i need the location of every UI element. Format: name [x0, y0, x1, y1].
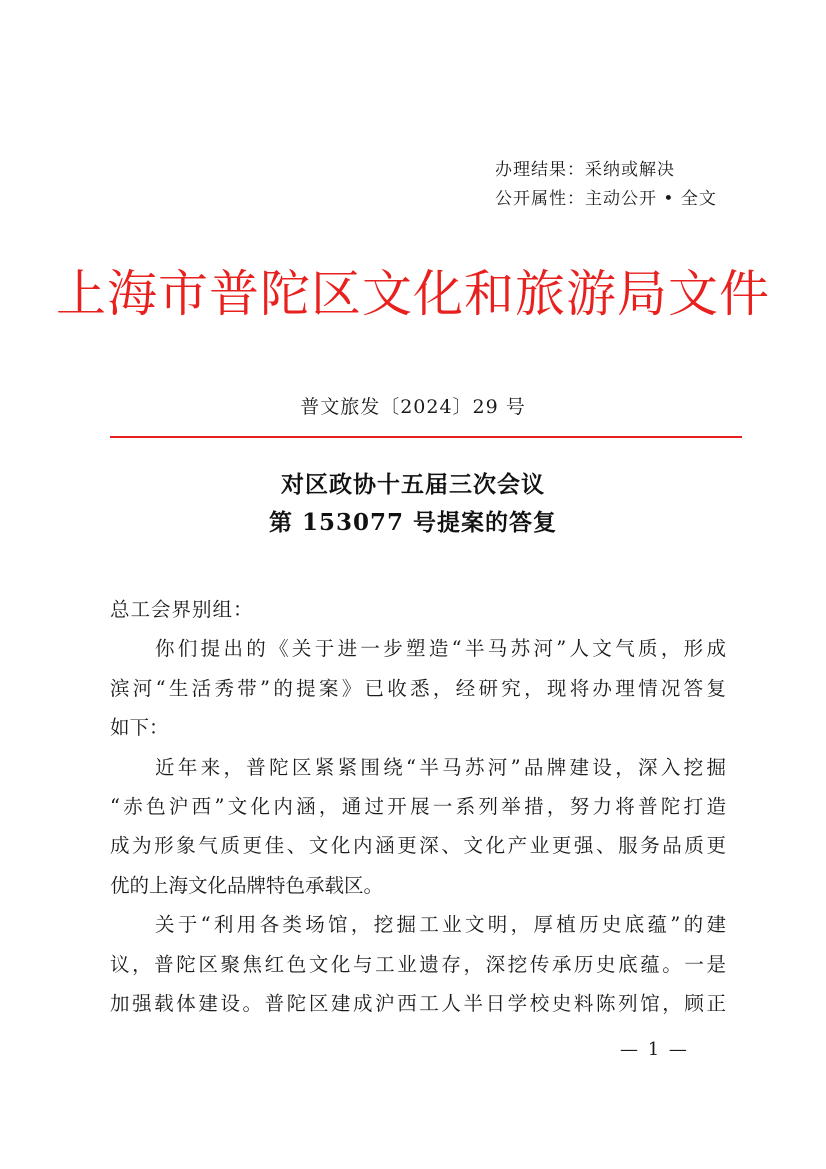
paragraph-line: 优的上海文化品牌特色承载区。 [110, 873, 384, 897]
paragraph-3 [110, 905, 726, 1023]
document-meta [495, 156, 775, 214]
handling-result: 办理结果：采纳或解决 [495, 160, 675, 180]
issuing-organization-title: 上海市普陀区文化和旅游局文件 [56, 265, 770, 323]
paragraph-2 [110, 748, 726, 906]
paragraph-line: 近年来，普陀区紧紧围绕“半马苏河”品牌建设，深入挖掘 [155, 755, 726, 779]
paragraph-line: 加强载体建设。普陀区建成沪西工人半日学校史料陈列馆，顾正 [110, 992, 726, 1016]
paragraph-line: 你们提出的《关于进一步塑造“半马苏河”人文气质，形成 [155, 637, 726, 661]
red-separator-line [110, 436, 742, 438]
subject-line-2: 第 153077 号提案的答复 [268, 509, 558, 536]
paragraph-line: 如下： [110, 716, 169, 740]
paragraph-line: 滨河“生活秀带”的提案》已收悉，经研究，现将办理情况答复 [110, 676, 726, 700]
paragraph-line: 成为形象气质更佳、文化内涵更深、文化产业更强、服务品质更 [110, 834, 726, 858]
document-subject [0, 466, 826, 542]
paragraph-1 [110, 629, 726, 747]
disclosure-attribute: 公开属性：主动公开 • 全文 [495, 189, 717, 209]
paragraph-line: 议，普陀区聚焦红色文化与工业遗存，深挖传承历史底蕴。一是 [110, 952, 726, 976]
document-body [110, 590, 726, 1023]
subject-line-1: 对区政协十五届三次会议 [281, 471, 545, 498]
page-number: — 1 — [620, 1039, 689, 1060]
paragraph-line: 关于“利用各类场馆，挖掘工业文明，厚植历史底蕴”的建 [155, 913, 726, 937]
document-number: 普文旅发〔2024〕29 号 [300, 396, 526, 418]
salutation: 总工会界别组： [110, 598, 254, 621]
paragraph-line: “赤色沪西”文化内涵，通过开展一系列举措，努力将普陀打造 [110, 795, 726, 819]
